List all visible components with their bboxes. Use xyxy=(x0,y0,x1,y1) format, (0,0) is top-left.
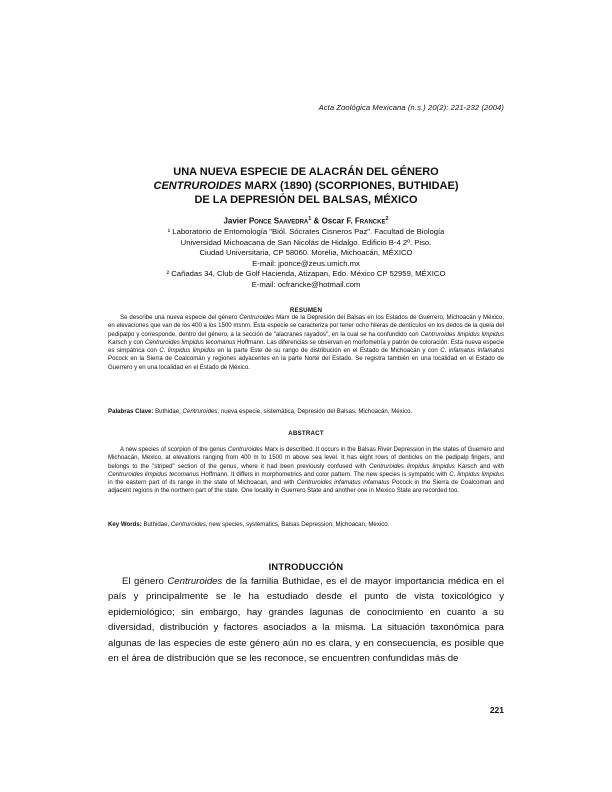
abstract-taxon: Centruroides limpidus limpidus xyxy=(369,462,455,470)
author-2-mark: 2 xyxy=(385,216,389,222)
key-words-label: Key Words: xyxy=(108,521,142,528)
resumen-part: Karsch y con xyxy=(108,338,145,346)
abstract-taxon: Centruroides infamatus infamatus xyxy=(296,479,390,487)
title-line-2-rest: MARX (1890) (SCORPIONES, BUTHIDAE) xyxy=(241,180,459,192)
abstract-taxon: C. limpidus limpidus xyxy=(449,470,504,478)
abstract-taxon: Centruroides xyxy=(227,446,263,453)
affiliation-1-line-1: ¹ Laboratorio de Entomología "Biól. Sócrates Cisneros Paz". Facultad de Biología xyxy=(167,227,445,236)
palabras-clave-genus: Centruroides xyxy=(182,408,218,415)
resumen-taxon: Centruroides xyxy=(239,314,275,321)
abstract-part: Pocock in the Sierra de Coalcoman and adjacent regions in the northern part of the state. One locality in Guerrero State and another one in Mexico State are recorded too. xyxy=(108,479,504,495)
affiliation-1-email: E-mail: jponce@zeus.umich.mx xyxy=(252,258,360,268)
title-line-3: DE LA DEPRESIÓN DEL BALSAS, MÉXICO xyxy=(194,194,418,206)
intro-part: de la familia Buthidae, es el de mayor importancia médica en el país y principalmente se le ha estudiado desde el punto de vista toxicológico y epidemiológico; sin embargo, hay grandes lagunas de conocimiento en cuanto a su diversidad, distribución y factores asociados a la misma. La situación taxonómica para algunas de las especies de este género aún no es clara, y en consecuencia, es posible que en el área de distribución que se les reconoce, se encuentren confundidas más de xyxy=(108,576,504,665)
affiliation-2-email: E-mail: ocfrancke@hotmail.com xyxy=(251,279,361,289)
page-number: 221 xyxy=(489,705,504,715)
resumen-taxon: Centruroides limpidus tecomanus xyxy=(144,338,236,346)
title-line-2 xyxy=(90,179,522,193)
resumen-text xyxy=(108,314,504,372)
resumen-taxon: C. limpidus limpidus xyxy=(159,347,216,355)
resumen-part: Hoffmann. Las diferencias se observan en morfometría y patrón de coloración. Esta nueva especie es simpátrica con xyxy=(108,338,505,355)
palabras-clave xyxy=(108,408,504,416)
palabras-clave-text: , nueva especie, sistemática, Depresión del Balsas, Michoacán, México. xyxy=(217,408,413,415)
resumen-part: Pocock en la Sierra de Coalcomán y regiones adyacentes en la parte Norte del Estado. Se registra también en una localidad en el Estado de Guerrero y en una localidad en el Estado de México. xyxy=(108,355,504,371)
abstract-taxon: Centruroides limpidus tecomanus xyxy=(108,470,200,478)
title-line-1: UNA NUEVA ESPECIE DE ALACRÁN DEL GÉNERO xyxy=(173,166,439,178)
intro-taxon: Centruroides xyxy=(167,576,223,587)
introduccion-text xyxy=(108,574,504,666)
title-genus: CENTRUROIDES xyxy=(153,180,242,192)
resumen-taxon: C. infamatus infamatus xyxy=(440,347,505,355)
authors xyxy=(90,216,522,226)
abstract-part: Karsch and with xyxy=(454,462,504,470)
abstract-heading: ABSTRACT xyxy=(288,430,324,437)
abstract-part: A new species of scorpion of the genus xyxy=(120,446,228,453)
abstract-part: Marx is described. It occurs in the Balsas River Depression in the states of Guerrero and Michoacán, Mexico, at elevations ranging from 400 m to 1500 m above sea level. It has eight rows of denticles on the pedipalp fingers, and belongs to the "striped" section of the genus, where it had been previously confused with xyxy=(108,446,504,470)
affiliation-1-line-3: Ciudad Universitaria, CP 58060. Morelia, Michoacán, MÉXICO xyxy=(199,248,413,257)
affiliations xyxy=(120,227,492,290)
abstract-text xyxy=(108,446,504,496)
author-1-given: Javier xyxy=(223,216,249,226)
key-words-text: Buthidae, xyxy=(141,521,171,528)
key-words-text: , new species, systematics, Balsas Depression, Michoacan, Mexico. xyxy=(205,521,390,528)
journal-reference: Acta Zoológica Mexicana (n.s.) 20(2): 221-232 (2004) xyxy=(318,103,504,112)
author-1-mark: 1 xyxy=(308,216,312,222)
author-separator: & xyxy=(311,216,322,226)
author-2-given: Oscar F. xyxy=(321,216,355,226)
palabras-clave-text: Buthidae, xyxy=(153,408,183,415)
author-1-surname: Ponce Saavedra xyxy=(248,216,309,226)
author-2-surname: Francke xyxy=(354,216,386,226)
resumen-taxon: Centruroides limpidus limpidus xyxy=(420,330,504,338)
key-words-genus: Centruroides xyxy=(170,521,206,528)
resumen-heading: RESUMEN xyxy=(289,307,323,314)
affiliation-1-line-2: Universidad Michoacana de San Nicolás de Hidalgo. Edificio B-4 2º. Piso. xyxy=(180,237,432,247)
resumen-part: Se describe una nueva especie del género xyxy=(120,314,240,321)
intro-part: El género xyxy=(122,576,168,587)
resumen-part: Marx de la Depresión del Balsas en los Estados de Guerrero, Michoacán y México, en elevaciones que van de los 400 a los 1500 msnm. Esta especie se caracteriza por tener ocho hileras de dentículos en los dedos de la quela del pedipalpo y corresponde, dentro del género, a la sección de "alacranes rayados", en la cual se ha confundido con xyxy=(108,314,505,338)
affiliation-2-line-1: ² Cañadas 34, Club de Golf Hacienda, Atizapan, Edo. México CP 52959, MÉXICO xyxy=(166,269,446,278)
abstract-part: in the eastern part of its range in the state of Michoacan, and with xyxy=(108,479,297,487)
introduccion-heading: INTRODUCCIÓN xyxy=(268,562,344,572)
palabras-clave-label: Palabras Clave: xyxy=(108,408,154,415)
paper-title xyxy=(90,165,522,207)
key-words xyxy=(108,521,504,529)
resumen-part: en la parte Este de su rango de distribución en el Estado de Michoacán y con xyxy=(215,347,441,355)
abstract-part: Hoffmann. It differs in morphometrics and color pattern. The new species is sympatric with xyxy=(199,470,450,478)
